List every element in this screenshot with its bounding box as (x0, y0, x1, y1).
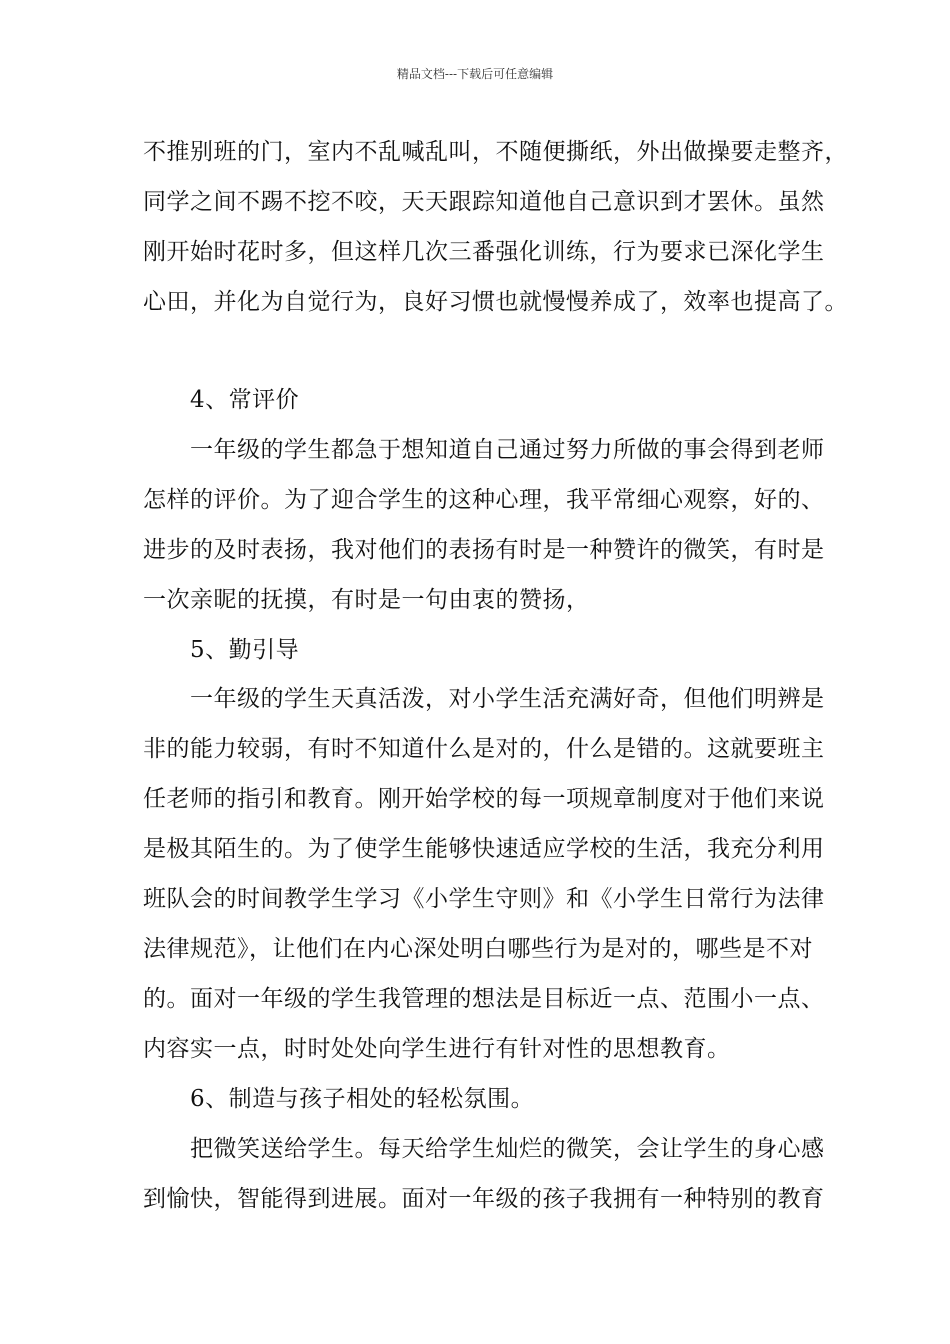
body-line: 是极其陌生的。为了使学生能够快速适应学校的生活，我充分利用 (143, 836, 825, 862)
body-line: 到愉快，智能得到进展。面对一年级的孩子我拥有一种特别的教育 (143, 1186, 825, 1212)
page-header: 精品文档---下载后可任意编辑 (396, 67, 554, 81)
body-line: 任老师的指引和教育。刚开始学校的每一项规章制度对于他们来说 (143, 786, 825, 812)
body-line: 不推别班的门，室内不乱喊乱叫，不随便撕纸，外出做操要走整齐， (143, 139, 848, 165)
section-heading: 6、制造与孩子相处的轻松氛围。 (190, 1086, 535, 1112)
body-line: 法律规范》，让他们在内心深处明白哪些行为是对的，哪些是不对 (143, 936, 813, 962)
body-line: 心田，并化为自觉行为，良好习惯也就慢慢养成了，效率也提高了。 (143, 289, 848, 315)
section-heading: 5、勤引导 (190, 637, 300, 663)
body-line: 把微笑送给学生。每天给学生灿烂的微笑，会让学生的身心感 (190, 1136, 825, 1162)
body-line: 一年级的学生天真活泼，对小学生活充满好奇，但他们明辨是 (190, 686, 825, 712)
body-line: 内容实一点，时时处处向学生进行有针对性的思想教育。 (143, 1036, 731, 1062)
body-line: 班队会的时间教学生学习《小学生守则》和《小学生日常行为法律 (143, 886, 825, 912)
section-heading: 4、常评价 (190, 387, 300, 413)
body-line: 一年级的学生都急于想知道自己通过努力所做的事会得到老师 (190, 437, 825, 463)
body-line: 怎样的评价。为了迎合学生的这种心理，我平常细心观察，好的、 (143, 487, 825, 513)
body-line: 非的能力较弱，有时不知道什么是对的，什么是错的。这就要班主 (143, 736, 825, 762)
body-line: 的。面对一年级的学生我管理的想法是目标近一点、范围小一点、 (143, 986, 825, 1012)
body-line: 同学之间不踢不挖不咬，天天跟踪知道他自己意识到才罢休。虽然 (143, 189, 825, 215)
body-line: 刚开始时花时多，但这样几次三番强化训练，行为要求已深化学生 (143, 239, 825, 265)
body-line: 进步的及时表扬，我对他们的表扬有时是一种赞许的微笑，有时是 (143, 537, 825, 563)
body-line: 一次亲昵的抚摸，有时是一句由衷的赞扬， (143, 587, 590, 613)
